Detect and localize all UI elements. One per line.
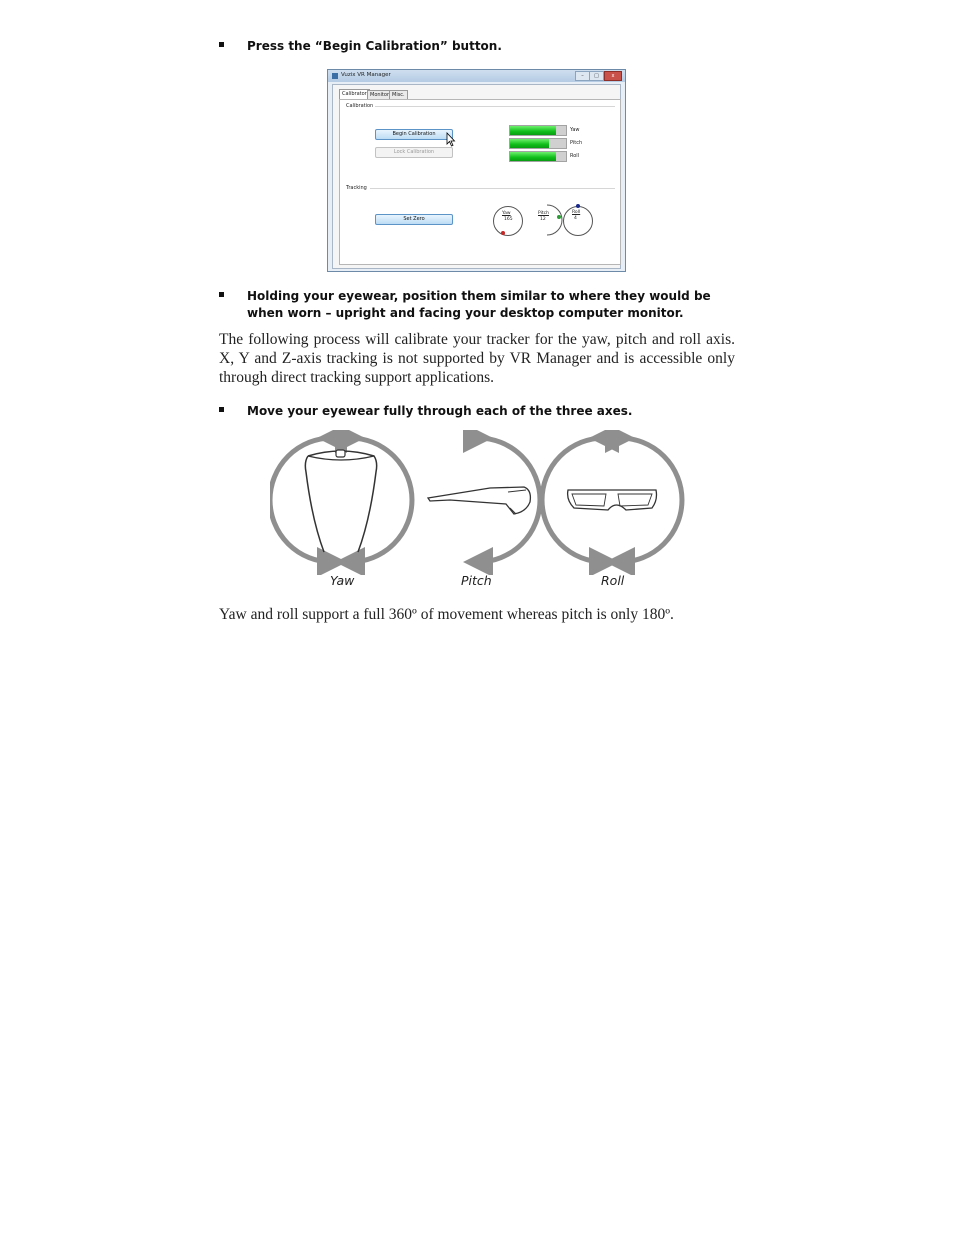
lock-calibration-button[interactable]: Lock Calibration bbox=[375, 147, 453, 158]
tab-monitor[interactable]: Monitor bbox=[367, 90, 392, 99]
pitch-dial-name: Pitch bbox=[538, 211, 549, 216]
roll-dial-value: 4 bbox=[574, 216, 577, 221]
movement-paragraph: Yaw and roll support a full 360º of movement whereas pitch is only 180º. bbox=[219, 606, 674, 623]
glasses-top-view-icon bbox=[305, 451, 376, 552]
yaw-right-arrow-icon bbox=[350, 438, 412, 562]
mouse-cursor-icon bbox=[446, 132, 456, 147]
window-title: Vuzix VR Manager bbox=[341, 72, 391, 78]
set-zero-button[interactable]: Set Zero bbox=[375, 214, 453, 225]
tracking-group-label: Tracking bbox=[346, 185, 367, 191]
calibration-divider bbox=[375, 106, 615, 107]
window-client bbox=[332, 84, 621, 269]
begin-calibration-button[interactable]: Begin Calibration bbox=[375, 129, 453, 140]
bullet-text: Move your eyewear fully through each of the three axes. bbox=[247, 404, 633, 418]
vr-manager-window bbox=[327, 69, 626, 272]
bullet-text: Holding your eyewear, position them similar to where they would be when worn – upright and facing your desktop computer monitor. bbox=[247, 289, 711, 320]
roll-caption: Roll bbox=[601, 573, 625, 588]
yaw-dial-name: Yaw bbox=[502, 211, 511, 216]
app-icon bbox=[332, 73, 338, 79]
yaw-figure bbox=[270, 438, 412, 562]
bullet-marker bbox=[219, 292, 224, 297]
pitch-caption: Pitch bbox=[461, 573, 492, 588]
roll-bar-fill bbox=[510, 152, 556, 161]
pitch-figure bbox=[428, 438, 540, 562]
glasses-front-view-icon bbox=[568, 490, 657, 510]
calibration-group-label: Calibration bbox=[346, 103, 374, 109]
roll-bar-label: Roll bbox=[570, 153, 580, 159]
maximize-button[interactable]: □ bbox=[589, 71, 604, 81]
window-titlebar bbox=[328, 70, 625, 82]
pitch-bar-label: Pitch bbox=[570, 140, 583, 146]
pitch-bar-fill bbox=[510, 139, 549, 148]
axes-illustration bbox=[270, 430, 690, 575]
pitch-calibration-bar bbox=[509, 138, 567, 149]
close-button[interactable]: x bbox=[604, 71, 622, 81]
minimize-button[interactable]: – bbox=[575, 71, 590, 81]
pitch-dial-value: 12 bbox=[540, 217, 546, 222]
roll-indicator-dot bbox=[576, 204, 580, 208]
yaw-bar-label: Yaw bbox=[570, 127, 580, 133]
roll-calibration-bar bbox=[509, 151, 567, 162]
bullet-text: Press the “Begin Calibration” button. bbox=[247, 39, 502, 53]
tab-misc-tools[interactable]: Misc. bbox=[389, 90, 408, 99]
pitch-indicator-dot bbox=[557, 215, 561, 219]
calibrator-panel bbox=[339, 99, 621, 265]
yaw-calibration-bar bbox=[509, 125, 567, 136]
tracking-divider bbox=[370, 188, 615, 189]
roll-dial-name: Roll bbox=[572, 210, 581, 215]
yaw-caption: Yaw bbox=[330, 573, 355, 588]
yaw-indicator-dot bbox=[501, 231, 505, 235]
yaw-bar-fill bbox=[510, 126, 556, 135]
bullet-marker bbox=[219, 42, 224, 47]
calibration-paragraph: The following process will calibrate your tracker for the yaw, pitch and roll axis. X, Y and Z-axis tracking is not supported by VR Manager and is accessible only through direct tracking support applications. bbox=[219, 331, 735, 386]
bullet-marker bbox=[219, 407, 224, 412]
tab-calibrator[interactable]: Calibrator bbox=[339, 89, 370, 99]
yaw-left-arrow-icon bbox=[270, 438, 332, 562]
roll-figure bbox=[542, 438, 682, 562]
yaw-dial-value: 165 bbox=[504, 217, 513, 222]
window-controls bbox=[575, 71, 623, 80]
pitch-dial bbox=[533, 203, 565, 237]
